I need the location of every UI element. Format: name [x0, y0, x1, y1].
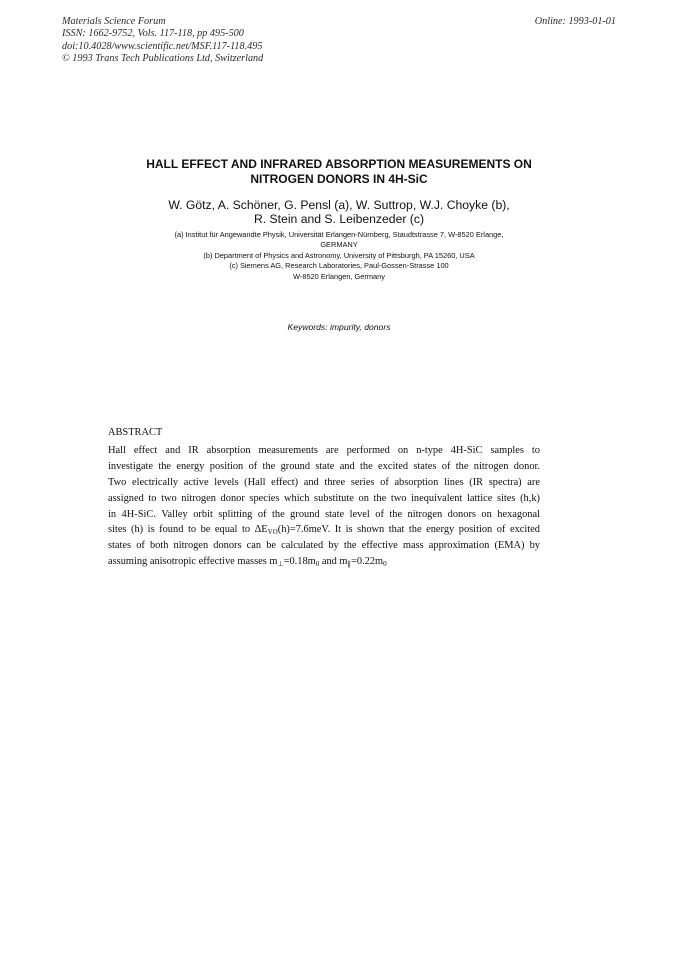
affiliation-c: (c) Siemens AG, Research Laboratories, Paul-Gossen-Strasse 100: [229, 261, 449, 271]
affiliation-a-country: GERMANY: [320, 240, 358, 250]
doi-line: doi:10.4028/www.scientific.net/MSF.117-118.495: [62, 40, 263, 52]
mass-text-3: and m: [319, 556, 348, 568]
m0-subscript: 0: [383, 560, 387, 569]
authors-line-2: R. Stein and S. Leibenzeder (c): [253, 211, 425, 226]
m0-subscript: 0: [315, 560, 320, 569]
title-line-2: NITROGEN DONORS IN 4H-SiC: [250, 172, 428, 186]
abstract-line: investigate the energy position of the ground state and the excited states of the nitrogen donor.: [108, 460, 540, 472]
author-list: [100, 199, 578, 226]
abstract-line: Hall effect and IR absorption measurements are performed on n-type 4H-SiC samples to: [108, 445, 540, 456]
abstract-line-valley-orbit: [108, 522, 540, 538]
abstract-line: states of both nitrogen donors can be calculated by the effective mass approximation (EMA) by: [108, 540, 540, 552]
mass-text-2: =0.18m: [283, 556, 316, 568]
keywords: Keywords: impurity, donors: [287, 322, 391, 332]
affiliation-c-city: W-8520 Erlangen, Germany: [293, 271, 385, 281]
affiliation-b: (b) Department of Physics and Astronomy, University of Pittsburgh, PA 15260, USA: [203, 250, 475, 260]
abstract-line: Two electrically active levels (Hall effect) and three series of absorption lines (IR spectra) are: [108, 476, 540, 488]
mass-text-1: assuming anisotropic effective masses m: [108, 556, 278, 568]
vo-text-before: sites (h) is found to be equal to ΔE: [108, 524, 268, 536]
abstract-body: [108, 443, 540, 570]
copyright-line: © 1993 Trans Tech Publications Ltd, Switzerland: [62, 53, 264, 65]
abstract-line-masses: [108, 554, 540, 570]
title-line-1: HALL EFFECT AND INFRARED ABSORPTION MEASUREMENTS ON: [146, 157, 532, 171]
abstract-heading: ABSTRACT: [108, 427, 163, 438]
abstract-line: in 4H-SiC. Valley orbit splitting of the ground state level of the nitrogen donors on hexagonal: [108, 508, 540, 520]
mass-text-4: =0.22m: [351, 556, 384, 568]
parallel-symbol: ∥: [347, 560, 352, 569]
abstract-line: assigned to two nitrogen donor species which substitute on the two inequivalent lattice sites (h,k): [108, 492, 540, 504]
affiliation-a: (a) Institut für Angewandte Physik, Universität Erlangen-Nürnberg, Staudtstrasse 7, W-8520 Erlange,: [174, 230, 504, 239]
issn-line: ISSN: 1662-9752, Vols. 117-118, pp 495-500: [62, 28, 244, 40]
perp-symbol: ⊥: [277, 560, 284, 569]
online-date: Online: 1993-01-01: [534, 16, 616, 27]
paper-title: [100, 157, 578, 187]
authors-line-1: W. Götz, A. Schöner, G. Pensl (a), W. Suttrop, W.J. Choyke (b),: [168, 198, 510, 212]
journal-header: [62, 16, 263, 66]
vo-subscript: VO: [267, 528, 278, 537]
affiliations: [100, 230, 578, 282]
vo-text-after: (h)=7.6meV. It is shown that the energy position of excited: [277, 524, 540, 536]
journal-name: Materials Science Forum: [62, 16, 166, 27]
